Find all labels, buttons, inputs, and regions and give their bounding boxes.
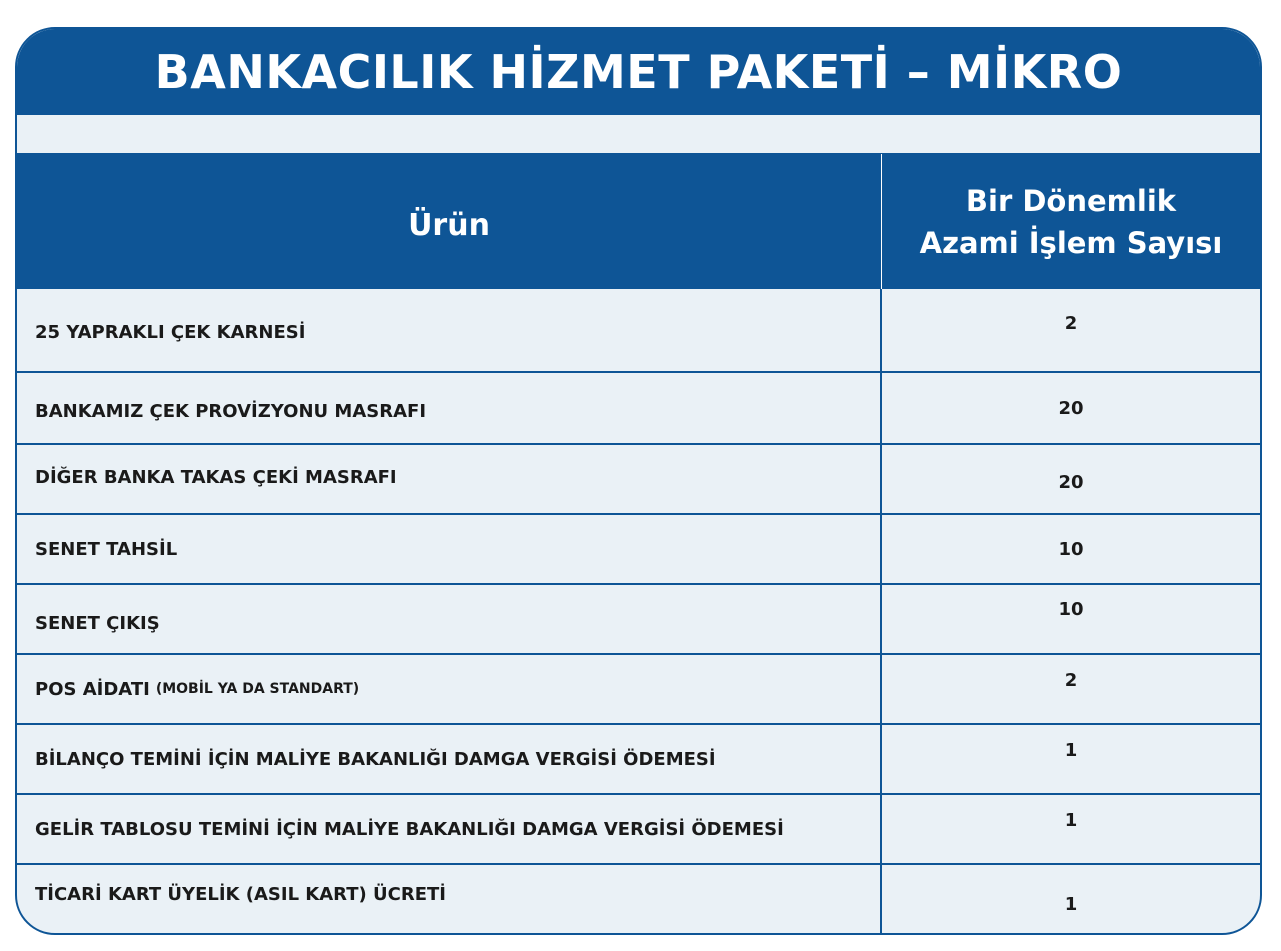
product-label: SENET TAHSİL	[35, 538, 178, 560]
column-header-count-line1: Bir Dönemlik	[965, 183, 1177, 218]
count-value: 20	[1058, 397, 1084, 419]
count-value: 1	[1064, 810, 1078, 831]
table-row	[17, 443, 1260, 513]
service-package-card	[15, 27, 1262, 935]
count-value: 10	[1058, 599, 1084, 620]
column-header-product	[17, 154, 882, 289]
product-note: (MOBİL YA DA STANDART)	[155, 681, 360, 697]
count-cell	[882, 289, 1260, 371]
count-cell	[882, 865, 1260, 935]
title-bar	[17, 29, 1260, 115]
product-cell	[17, 289, 882, 371]
count-value: 1	[1064, 740, 1078, 761]
count-cell	[882, 585, 1260, 653]
page-title: BANKACILIK HİZMET PAKETİ – MİKRO	[154, 45, 1123, 99]
count-value: 1	[1064, 893, 1078, 915]
product-cell	[17, 373, 882, 443]
product-cell	[17, 725, 882, 793]
count-cell	[882, 655, 1260, 723]
count-value: 10	[1058, 538, 1084, 560]
product-label: BANKAMIZ ÇEK PROVİZYONU MASRAFI	[35, 400, 427, 422]
count-value: 20	[1058, 471, 1084, 493]
product-cell	[17, 795, 882, 863]
table-row	[17, 371, 1260, 443]
product-cell	[17, 865, 882, 935]
product-label: TİCARİ KART ÜYELİK (ASIL KART) ÜCRETİ	[35, 884, 446, 905]
product-label: SENET ÇIKIŞ	[35, 612, 160, 634]
column-header-count	[882, 154, 1260, 289]
product-cell	[17, 655, 882, 723]
product-label: BİLANÇO TEMİNİ İÇİN MALİYE BAKANLIĞI DAMGA VERGİSİ ÖDEMESİ	[35, 748, 716, 770]
product-label: DİĞER BANKA TAKAS ÇEKİ MASRAFI	[35, 467, 397, 488]
table-row	[17, 863, 1260, 935]
count-cell	[882, 373, 1260, 443]
product-cell	[17, 585, 882, 653]
table-row	[17, 289, 1260, 371]
count-cell	[882, 445, 1260, 513]
count-cell	[882, 515, 1260, 583]
table-row	[17, 583, 1260, 653]
product-cell	[17, 515, 882, 583]
table-body	[17, 289, 1260, 935]
column-header-product-label: Ürün	[408, 208, 490, 243]
product-label: POS AİDATI	[35, 678, 150, 700]
column-header-count-line2: Azami İşlem Sayısı	[919, 225, 1223, 260]
table-row	[17, 723, 1260, 793]
product-cell	[17, 445, 882, 513]
table-header	[17, 154, 1260, 289]
product-label: 25 YAPRAKLI ÇEK KARNESİ	[35, 321, 306, 343]
count-cell	[882, 725, 1260, 793]
count-value: 2	[1064, 313, 1078, 334]
count-cell	[882, 795, 1260, 863]
table-row	[17, 513, 1260, 583]
count-value: 2	[1064, 670, 1078, 691]
table-row	[17, 653, 1260, 723]
product-label: GELİR TABLOSU TEMİNİ İÇİN MALİYE BAKANLIĞI DAMGA VERGİSİ ÖDEMESİ	[35, 818, 784, 840]
spacer-band	[17, 115, 1260, 154]
table-row	[17, 793, 1260, 863]
